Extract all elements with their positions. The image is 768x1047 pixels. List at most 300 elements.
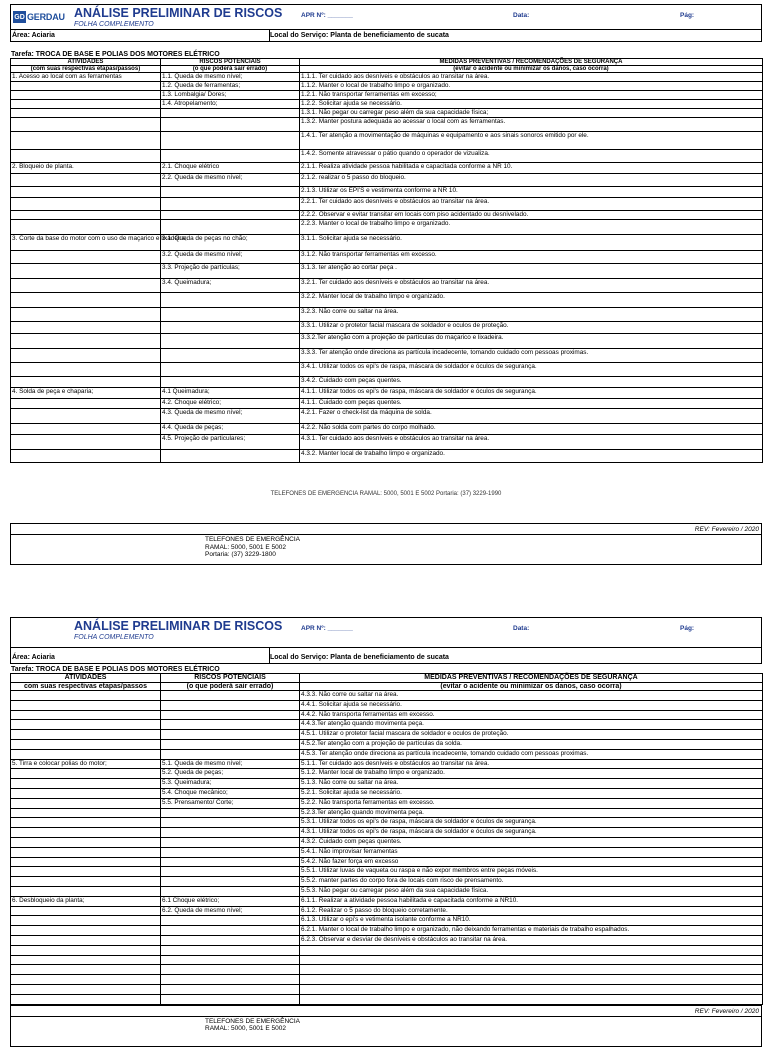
risk-cell: [161, 322, 300, 334]
measure-cell: 1.3.1. Não pegar ou carregar peso além da sua capacidade física;: [300, 109, 763, 118]
risk-cell: [161, 700, 300, 710]
activity-cell: [11, 730, 161, 740]
measure-cell: 4.2.2. Não solda com partes do corpo molhado.: [300, 424, 763, 435]
risk-table: [10, 58, 763, 463]
activity-cell: [11, 779, 161, 789]
measure-cell: 2.2.2. Observar e evitar transitar em locais com piso acidentado ou desnivelado.: [300, 211, 763, 220]
measure-cell: 6.1.1. Realizar a atividade pessoa habilitada e capacitada conforme a NR10.: [300, 896, 763, 906]
table-row: [11, 779, 763, 789]
table-row: [11, 828, 763, 838]
emergency-phone-line: RAMAL: 5000, 5001 E 5002: [205, 543, 286, 551]
activity-cell: [11, 847, 161, 857]
table-row: [11, 877, 763, 887]
table-row: [11, 769, 763, 779]
risk-cell: [161, 308, 300, 322]
measure-cell: 5.2.1. Solicitar ajuda se necessário.: [300, 788, 763, 798]
measure-cell: 4.2.1. Fazer o check-list da máquina de solda.: [300, 409, 763, 424]
risk-cell: [161, 109, 300, 118]
risk-cell: [161, 293, 300, 308]
measure-cell: 5.2.2. Não transporta ferramentas em excesso.: [300, 798, 763, 808]
risk-cell: 4.4. Queda de peças;: [161, 424, 300, 435]
measure-cell: 2.2.1. Ter cuidado aos desníveis e obstáculos ao transitar na área.: [300, 198, 763, 211]
emergency-phone-line: TELEFONES DE EMERGÊNCIA: [205, 536, 300, 543]
emergency-phones-box: [10, 535, 762, 565]
risk-cell: [161, 975, 300, 985]
column-subheader: (o que poderá sair errado): [161, 66, 300, 73]
risk-cell: [161, 916, 300, 926]
risk-cell: 1.2. Queda de ferramentas;: [161, 82, 300, 91]
measure-cell: 2.1.2. realizar o 5 passo do bloqueio.: [300, 174, 763, 187]
risk-cell: [161, 867, 300, 877]
table-row: [11, 363, 763, 377]
activity-cell: [11, 251, 161, 264]
table-row: [11, 955, 763, 965]
activity-cell: [11, 837, 161, 847]
activity-cell: [11, 916, 161, 926]
risk-cell: 4.2. Choque elétrico;: [161, 399, 300, 409]
table-row: [11, 994, 763, 1004]
activity-cell: [11, 935, 161, 945]
document-title: ANÁLISE PRELIMINAR DE RISCOS: [74, 619, 283, 633]
risk-cell: 3.3. Projeção de partículas;: [161, 264, 300, 279]
table-row: [11, 251, 763, 264]
risk-cell: [161, 377, 300, 388]
measure-cell: 4.3.3. Não corre ou saltar na área.: [300, 691, 763, 701]
activity-cell: [11, 100, 161, 109]
risk-cell: 6.2. Queda de mesmo nível;: [161, 906, 300, 916]
activity-cell: [11, 749, 161, 759]
risk-cell: [161, 926, 300, 936]
risk-cell: 3.4. Queimadura;: [161, 279, 300, 293]
table-row: [11, 808, 763, 818]
table-row: [11, 308, 763, 322]
activity-cell: [11, 818, 161, 828]
risk-cell: [161, 818, 300, 828]
risk-cell: 1.1. Queda de mesmo nível;: [161, 73, 300, 82]
emergency-phone-line: TELEFONES DE EMERGÊNCIA: [205, 1017, 300, 1025]
measure-cell: 4.1.1. Cuidado com peças quentes.: [300, 399, 763, 409]
date-label: Data:: [513, 625, 530, 632]
measure-cell: 4.5.2.Ter atenção com a projeção de partículas da solda.: [300, 739, 763, 749]
risk-cell: [161, 739, 300, 749]
table-row: [11, 91, 763, 100]
table-row: [11, 211, 763, 220]
activity-cell: [11, 363, 161, 377]
measure-cell: 6.2.3. Observar e desviar de desníveis e obstáculos ao transitar na área.: [300, 935, 763, 945]
document-subtitle: FOLHA COMPLEMENTO: [74, 21, 154, 28]
measure-cell: 1.1.2. Manter o local de trabalho limpo e organizado.: [300, 82, 763, 91]
measure-cell: 3.3.1. Utilizar o protetor facial mascara de soldador e oculos de proteção.: [300, 322, 763, 334]
risk-cell: [161, 828, 300, 838]
activity-cell: [11, 808, 161, 818]
risk-cell: [161, 349, 300, 363]
risk-cell: 5.4. Choque mecânico;: [161, 788, 300, 798]
risk-cell: 5.5. Prensamento/ Corte;: [161, 798, 300, 808]
table-row: [11, 322, 763, 334]
table-row: [11, 293, 763, 308]
measure-cell: 5.5.3. Não pegar ou carregar peso além da sua capacidade física.: [300, 886, 763, 896]
revision-label: REV: Fevereiro / 2020: [694, 526, 759, 533]
risk-cell: [161, 220, 300, 235]
table-row: [11, 349, 763, 363]
measure-cell: 4.3.1. Ter cuidado aos desníveis e obstáculos ao transitar na área.: [300, 435, 763, 450]
activity-cell: [11, 720, 161, 730]
activity-cell: [11, 435, 161, 450]
logo-mark: GD: [13, 11, 26, 23]
area-label: Área: Aciaria: [12, 32, 55, 39]
measure-cell: 2.1.1. Realiza atividade pessoa habilitada e capacitada conforme a NR 10.: [300, 163, 763, 174]
emergency-phone-line: Portaria: (37) 3229-1800: [205, 551, 276, 558]
risk-cell: 2.2. Queda de mesmo nível;: [161, 174, 300, 187]
measure-cell: [300, 975, 763, 985]
measure-cell: 1.4.2. Somente atravessar o pátio quando o operador de vizualiza.: [300, 150, 763, 163]
measure-cell: 5.1.2. Manter local de trabalho limpo e organizado.: [300, 769, 763, 779]
activity-cell: [11, 450, 161, 463]
risk-cell: 5.3. Queimadura;: [161, 779, 300, 789]
table-row: [11, 435, 763, 450]
risk-cell: [161, 984, 300, 994]
risk-cell: [161, 450, 300, 463]
activity-cell: [11, 788, 161, 798]
table-row: [11, 935, 763, 945]
table-row: [11, 132, 763, 150]
risk-cell: [161, 363, 300, 377]
measure-cell: 5.1.3. Não corre ou saltar na área.: [300, 779, 763, 789]
table-row: [11, 450, 763, 463]
table-row: [11, 896, 763, 906]
gerdau-logo: [13, 11, 65, 23]
activity-cell: [11, 700, 161, 710]
table-row: [11, 109, 763, 118]
risk-table: [10, 673, 763, 1005]
risk-cell: [161, 187, 300, 198]
table-row: [11, 837, 763, 847]
risk-cell: [161, 730, 300, 740]
table-row: [11, 163, 763, 174]
activity-cell: [11, 187, 161, 198]
table-row: [11, 730, 763, 740]
table-row: [11, 818, 763, 828]
measure-cell: 3.2.3. Não corre ou saltar na área.: [300, 308, 763, 322]
table-row: [11, 700, 763, 710]
activity-cell: [11, 798, 161, 808]
table-row: [11, 867, 763, 877]
measure-cell: 3.2.2. Manter local de trabalho limpo e organizado.: [300, 293, 763, 308]
activity-cell: [11, 424, 161, 435]
activity-cell: [11, 377, 161, 388]
revision-row: [10, 523, 762, 535]
measure-cell: 6.1.3. Utilizar o epi's e vetimenta isolante conforme a NR10.: [300, 916, 763, 926]
risk-cell: [161, 334, 300, 349]
activity-cell: [11, 739, 161, 749]
risk-cell: [161, 965, 300, 975]
measure-cell: 4.1.1. Utilizar todos os epi's de raspa, máscara de soldador e óculos de segurança.: [300, 388, 763, 399]
measure-cell: 1.4.1. Ter atenção a movimentação de máquinas e equipamento e aos sinais sonoros emitido por ele.: [300, 132, 763, 150]
activity-cell: [11, 293, 161, 308]
activity-cell: [11, 109, 161, 118]
activity-cell: [11, 322, 161, 334]
risk-cell: 4.3. Queda de mesmo nível;: [161, 409, 300, 424]
table-row: [11, 100, 763, 109]
risk-cell: [161, 955, 300, 965]
measure-cell: 3.2.1. Ter cuidado aos desníveis e obstáculos ao transitar na área.: [300, 279, 763, 293]
table-row: [11, 720, 763, 730]
column-subheader: (evitar o acidente ou minimizar os danos, caso ocorra): [300, 682, 763, 691]
table-row: [11, 759, 763, 769]
risk-cell: 4.1 Queimadura;: [161, 388, 300, 399]
measure-cell: 4.3.2. Cuidado com peças quentes.: [300, 837, 763, 847]
table-row: [11, 847, 763, 857]
risk-cell: 3.2. Queda de mesmo nível;: [161, 251, 300, 264]
table-row: [11, 82, 763, 91]
document-subtitle: FOLHA COMPLEMENTO: [74, 634, 154, 641]
measure-cell: 5.4.1. Não improvisar ferramentas: [300, 847, 763, 857]
measure-cell: 4.3.2. Manter local de trabalho limpo e organizado.: [300, 450, 763, 463]
measure-cell: 5.1.1. Ter cuidado aos desníveis e obstáculos ao transitar na área.: [300, 759, 763, 769]
table-row: [11, 975, 763, 985]
measure-cell: 5.4.2. Não fazer força em excesso: [300, 857, 763, 867]
risk-cell: [161, 935, 300, 945]
table-row: [11, 710, 763, 720]
risk-cell: 4.5. Projeção de particulares;: [161, 435, 300, 450]
measure-cell: 5.5.1. Utilizar luvas de vaqueta ou raspa e não expor membros entre peças móveis.: [300, 867, 763, 877]
table-row: [11, 409, 763, 424]
table-row: [11, 73, 763, 82]
measure-cell: 4.5.1. Utilizar o protetor facial mascara de soldador e oculos de proteção.: [300, 730, 763, 740]
table-row: [11, 857, 763, 867]
measure-cell: 5.3.1. Utilizar todos os epi's de raspa, máscara de soldador e óculos de segurança.: [300, 818, 763, 828]
service-location-label: Local do Serviço: Planta de beneficiamento de sucata: [270, 32, 449, 39]
measure-cell: 4.4.1. Solicitar ajuda se necessário.: [300, 700, 763, 710]
page-label: Pág:: [680, 625, 695, 632]
activity-cell: [11, 886, 161, 896]
table-row: [11, 377, 763, 388]
risk-cell: [161, 857, 300, 867]
logo-wordmark: GERDAU: [27, 12, 65, 22]
column-header: ATIVIDADES: [11, 59, 161, 66]
risk-cell: [161, 720, 300, 730]
activity-cell: 6. Desbloqueio da planta;: [11, 896, 161, 906]
measure-cell: 4.3.1. Utilizar todos os epi's de raspa, máscara de soldador e óculos de segurança.: [300, 828, 763, 838]
column-header: MEDIDAS PREVENTIVAS / RECOMENDAÇÕES DE SEGURANÇA: [300, 674, 763, 683]
revision-label: REV: Fevereiro / 2020: [694, 1007, 759, 1015]
activity-cell: [11, 150, 161, 163]
table-row: [11, 399, 763, 409]
activity-cell: 4. Solda de peça e chaparia;: [11, 388, 161, 399]
measure-cell: [300, 994, 763, 1004]
document-page-1: [10, 4, 762, 565]
table-row: [11, 220, 763, 235]
measure-cell: 3.1.2. Não transportar ferramentas em excesso.: [300, 251, 763, 264]
area-location-row: [10, 30, 762, 42]
table-row: [11, 965, 763, 975]
apr-header: [10, 4, 762, 30]
measure-cell: 3.4.1. Utilizar todos os epi's de raspa, máscara de soldador e óculos de segurança.: [300, 363, 763, 377]
table-row: [11, 198, 763, 211]
measure-cell: 3.3.2.Ter atenção com a projeção de partículas do maçarico e lixadeira.: [300, 334, 763, 349]
table-row: [11, 150, 763, 163]
activity-cell: [11, 132, 161, 150]
activity-cell: [11, 691, 161, 701]
measure-cell: 2.1.3. Utilizar os EPI'S e vestimenta conforme a NR 10.: [300, 187, 763, 198]
apr-number-label: APR Nº: _______: [301, 625, 353, 632]
measure-cell: 4.4.3.Ter atenção quando movimenta peça.: [300, 720, 763, 730]
activity-cell: [11, 409, 161, 424]
task-title: Tarefa: TROCA DE BASE E POLIAS DOS MOTORES ELÉTRICO: [11, 666, 220, 673]
table-row: [11, 926, 763, 936]
measure-cell: 5.5.2. manter partes do corpo fora de locais com risco de prensamento.: [300, 877, 763, 887]
page-label: Pág:: [680, 12, 695, 19]
table-row: [11, 916, 763, 926]
activity-cell: 3. Corte da base do motor com o uso de maçarico e lixadeira;: [11, 235, 161, 251]
table-row: [11, 424, 763, 435]
risk-cell: 5.1. Queda de mesmo nível;: [161, 759, 300, 769]
measure-cell: 3.3.3. Ter atenção onde direciona as partícula incadecente, tomando cuidado com pessoas proximas.: [300, 349, 763, 363]
activity-cell: [11, 211, 161, 220]
activity-cell: [11, 965, 161, 975]
area-location-row: [10, 648, 762, 664]
activity-cell: [11, 975, 161, 985]
task-title: Tarefa: TROCA DE BASE E POLIAS DOS MOTORES ELÉTRICO: [11, 51, 220, 58]
table-row: [11, 235, 763, 251]
table-row: [11, 118, 763, 132]
activity-cell: [11, 82, 161, 91]
risk-cell: [161, 150, 300, 163]
table-row: [11, 739, 763, 749]
risk-cell: [161, 994, 300, 1004]
activity-cell: [11, 945, 161, 955]
column-subheader: (evitar o acidente ou minimizar os danos, caso ocorra): [300, 66, 763, 73]
risk-cell: [161, 132, 300, 150]
document-title: ANÁLISE PRELIMINAR DE RISCOS: [74, 6, 283, 20]
activity-cell: [11, 264, 161, 279]
risk-cell: [161, 886, 300, 896]
table-row: [11, 749, 763, 759]
measure-cell: 4.5.3. Ter atenção onde direciona as partícula incadecente, tomando cuidado com pessoas proximas.: [300, 749, 763, 759]
emergency-phone-line: RAMAL: 5000, 5001 E 5002: [205, 1025, 286, 1032]
risk-cell: 6.1 Choque elétrico;: [161, 896, 300, 906]
area-label: Área: Aciaria: [12, 654, 55, 661]
activity-cell: 5. Tirra e colocar polias do motor;: [11, 759, 161, 769]
activity-cell: [11, 334, 161, 349]
risk-cell: 3.1. Queda de peças no chão;: [161, 235, 300, 251]
column-header: RISCOS POTENCIAIS: [161, 59, 300, 66]
table-row: [11, 984, 763, 994]
service-location-label: Local do Serviço: Planta de beneficiamento de sucata: [270, 654, 449, 661]
activity-cell: [11, 877, 161, 887]
table-row: [11, 279, 763, 293]
activity-cell: [11, 349, 161, 363]
measure-cell: [300, 984, 763, 994]
measure-cell: 4.4.2. Não transporta ferramentas em excesso.: [300, 710, 763, 720]
apr-number-label: APR Nº: _______: [301, 12, 353, 19]
measure-cell: 6.2.1. Manter o local de trabalho limpo e organizado, não deixando ferramentas e materiais de trabalho espalhados.: [300, 926, 763, 936]
risk-cell: 1.3. Lombalgia/ Dores;: [161, 91, 300, 100]
risk-cell: [161, 118, 300, 132]
table-row: [11, 264, 763, 279]
column-header: MEDIDAS PREVENTIVAS / RECOMENDAÇÕES DE SEGURANÇA: [300, 59, 763, 66]
column-subheader: (com suas respectivas etapas/passos): [11, 66, 161, 73]
activity-cell: [11, 857, 161, 867]
apr-header: [10, 617, 762, 648]
emergency-phones-line: TELEFONES DE EMERGENCIA RAMAL: 5000, 5001 E 5002 Portaria: (37) 3229-1990: [270, 491, 502, 497]
measure-cell: [300, 965, 763, 975]
activity-cell: [11, 220, 161, 235]
revision-row: [10, 1005, 762, 1017]
measure-cell: 3.1.3. ter atenção ao cortar peça .: [300, 264, 763, 279]
risk-cell: [161, 691, 300, 701]
table-row: [11, 906, 763, 916]
emergency-phones-box: [10, 1017, 762, 1047]
activity-cell: [11, 308, 161, 322]
activity-cell: [11, 91, 161, 100]
document-page-2: [10, 617, 762, 1047]
activity-cell: [11, 828, 161, 838]
measure-cell: 1.3.2. Manter postura adequada ao acessar o local com as ferramentas.: [300, 118, 763, 132]
activity-cell: [11, 955, 161, 965]
activity-cell: [11, 867, 161, 877]
risk-cell: [161, 877, 300, 887]
measure-cell: [300, 945, 763, 955]
risk-cell: [161, 837, 300, 847]
risk-cell: 1.4. Atropelamento;: [161, 100, 300, 109]
risk-cell: 2.1. Choque elétrico: [161, 163, 300, 174]
risk-cell: [161, 749, 300, 759]
date-label: Data:: [513, 12, 530, 19]
activity-cell: [11, 984, 161, 994]
measure-cell: 2.2.3. Manter o local de trabalho limpo e organizado.: [300, 220, 763, 235]
risk-cell: [161, 808, 300, 818]
table-row: [11, 788, 763, 798]
table-row: [11, 945, 763, 955]
risk-cell: [161, 710, 300, 720]
table-row: [11, 886, 763, 896]
activity-cell: 1. Acesso ao local com as ferramentas: [11, 73, 161, 82]
activity-cell: [11, 399, 161, 409]
activity-cell: [11, 710, 161, 720]
measure-cell: 1.2.2. Solicitar ajuda se necessário.: [300, 100, 763, 109]
table-row: [11, 798, 763, 808]
column-subheader: com suas respectivas etapas/passos: [11, 682, 161, 691]
activity-cell: [11, 174, 161, 187]
measure-cell: 1.1.1. Ter cuidado aos desníveis e obstáculos ao transitar na área.: [300, 73, 763, 82]
measure-cell: 3.4.2. Cuidado com peças quentes.: [300, 377, 763, 388]
measure-cell: 3.1.1. Solicitar ajuda se necessário.: [300, 235, 763, 251]
activity-cell: [11, 994, 161, 1004]
risk-cell: [161, 847, 300, 857]
activity-cell: [11, 118, 161, 132]
column-header: RISCOS POTENCIAIS: [161, 674, 300, 683]
risk-cell: [161, 945, 300, 955]
activity-cell: [11, 926, 161, 936]
risk-cell: 5.2. Queda de peças;: [161, 769, 300, 779]
measure-cell: [300, 955, 763, 965]
table-row: [11, 334, 763, 349]
activity-cell: 2. Bloqueio de planta.: [11, 163, 161, 174]
table-row: [11, 174, 763, 187]
activity-cell: [11, 279, 161, 293]
column-header: ATIVIDADES: [11, 674, 161, 683]
activity-cell: [11, 906, 161, 916]
table-row: [11, 388, 763, 399]
table-row: [11, 691, 763, 701]
measure-cell: 1.2.1. Não transportar ferramentas em excesso;: [300, 91, 763, 100]
risk-cell: [161, 211, 300, 220]
risk-cell: [161, 198, 300, 211]
table-row: [11, 187, 763, 198]
activity-cell: [11, 769, 161, 779]
activity-cell: [11, 198, 161, 211]
